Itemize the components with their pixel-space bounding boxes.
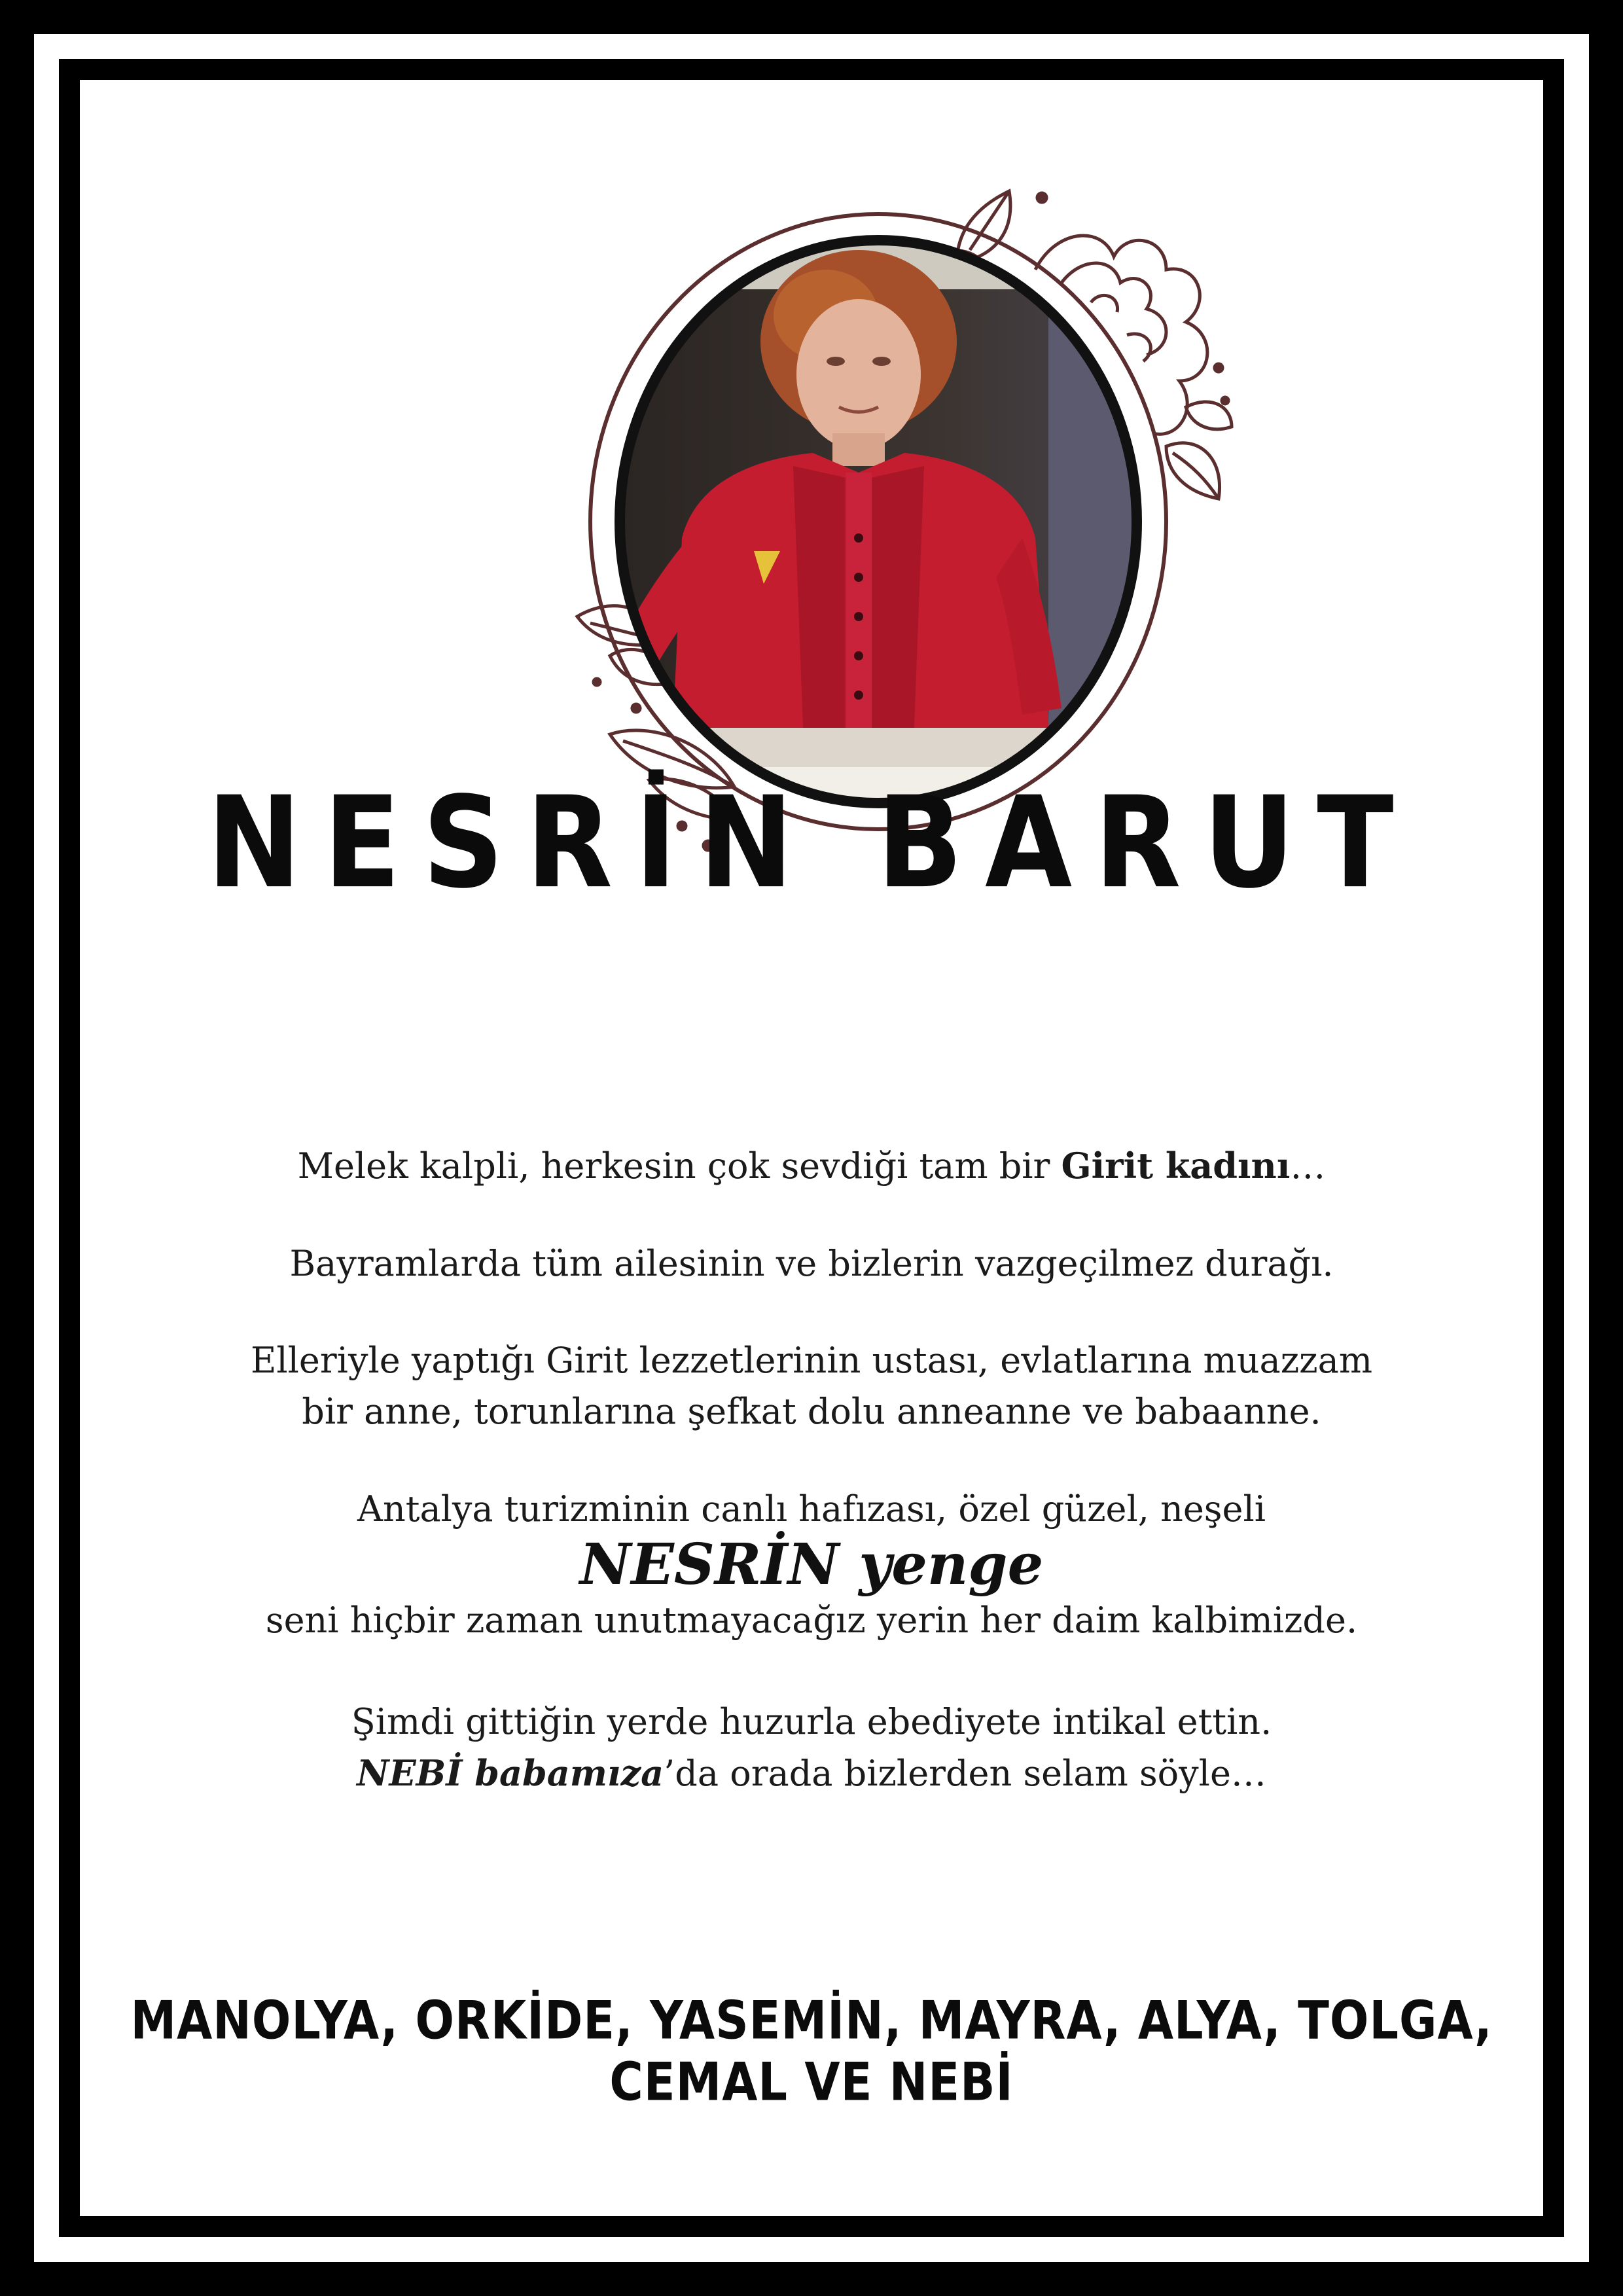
message-p3-line2: bir anne, torunlarına şefkat dolu anneanne ve babaanne. xyxy=(302,1391,1321,1432)
obituary-page xyxy=(80,80,1543,2216)
family-names: MANOLYA, ORKİDE, YASEMİN, MAYRA, ALYA, TOLGA, CEMAL VE NEBİ xyxy=(130,1989,1493,2113)
message-p3-line1: Elleriyle yaptığı Girit lezzetlerinin ustası, evlatlarına muazzam xyxy=(250,1340,1373,1381)
message-p4-line1: Antalya turizminin canlı hafızası, özel güzel, neşeli xyxy=(357,1488,1266,1530)
message-p5-rest: ’da orada bizlerden selam söyle… xyxy=(664,1753,1266,1794)
message-p1-end: … xyxy=(1290,1145,1326,1187)
message-p5-line2 xyxy=(80,1748,1543,1799)
message-paragraph-4 xyxy=(80,1484,1543,1646)
message-p5-bold-italic: NEBİ babamıza xyxy=(357,1752,664,1794)
message-p4-highlight: NESRİN yenge xyxy=(579,1532,1044,1598)
message-p4-line2: seni hiçbir zaman unutmayacağız yerin her daim kalbimizde. xyxy=(265,1600,1358,1641)
message-paragraph-1 xyxy=(80,1140,1543,1192)
message-p1-text: Melek kalpli, herkesin çok sevdiği tam bir xyxy=(297,1145,1061,1187)
deceased-name: NESRİN BARUT xyxy=(207,768,1416,916)
message-paragraph-2: Bayramlarda tüm ailesinin ve bizlerin vazgeçilmez durağı. xyxy=(289,1243,1334,1284)
message-paragraph-3 xyxy=(80,1335,1543,1437)
portrait-photo xyxy=(538,171,1258,859)
portrait-frame xyxy=(538,171,1258,859)
message-p5-line1: Şimdi gittiğin yerde huzurla ebediyete intikal ettin. xyxy=(351,1701,1272,1742)
message-paragraph-5 xyxy=(80,1696,1543,1799)
message-p1-bold: Girit kadını xyxy=(1061,1145,1291,1187)
